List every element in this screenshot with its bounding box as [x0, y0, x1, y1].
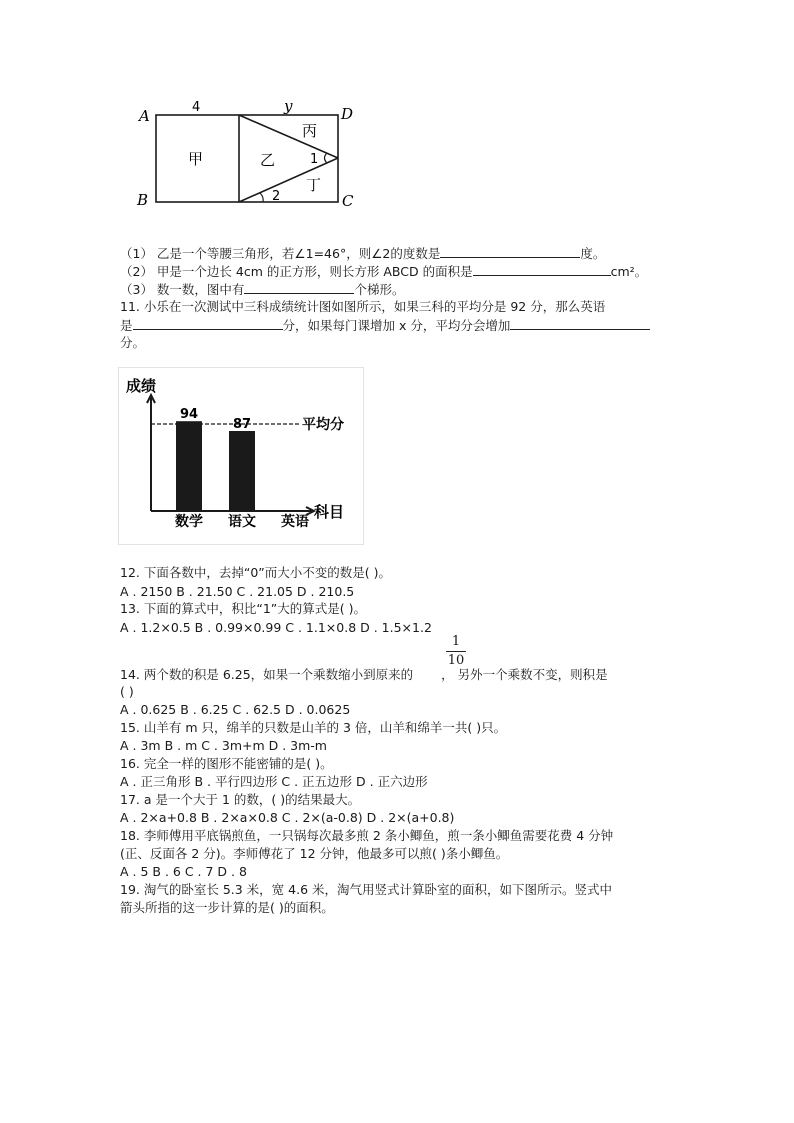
- q12-stem: 12. 下面各数中，去掉“0”而大小不变的数是( )。: [120, 565, 391, 580]
- answer-blank-english[interactable]: [133, 316, 283, 330]
- answer-blank-trapezoids[interactable]: [244, 280, 354, 294]
- label-yi: 乙: [260, 151, 276, 169]
- category-label-1: 语文: [228, 514, 256, 530]
- q14-line1: 14. 两个数的积是 6.25，如果一个乘数缩小到原来的 ， 另外一个乘数不变，则积是: [120, 667, 608, 682]
- bar-value-label-0: 94: [179, 407, 199, 423]
- label-bing: 丙: [302, 122, 318, 140]
- q10-part2: （2） 甲是一个边长 4cm 的正方形，则长方形 ABCD 的面积是 cm²。: [120, 264, 648, 279]
- q10-part3: （3） 数一数，图中有 个梯形。: [120, 282, 405, 297]
- q18-line2: (正、反面各 2 分)。李师傅花了 12 分钟，他最多可以煎( )条小鲫鱼。: [120, 846, 509, 861]
- bar-value-label-1: 87: [232, 417, 252, 432]
- triangle-lower-side: [239, 158, 338, 202]
- q17-stem: 17. a 是一个大于 1 的数，( )的结果最大。: [120, 792, 361, 807]
- q19-line1: 19. 淘气的卧室长 5.3 米，宽 4.6 米，淘气用竖式计算卧室的面积，如下图所示。竖式中: [120, 882, 613, 897]
- answer-blank-area[interactable]: [473, 262, 611, 276]
- q10-part1: （1） 乙是一个等腰三角形，若∠1=46°，则∠2的度数是 度。: [120, 246, 606, 261]
- category-label-0: 数学: [175, 514, 203, 530]
- fraction-one-tenth: 1 10: [447, 634, 465, 668]
- q18-options: A . 5 B . 6 C . 7 D . 8: [120, 864, 247, 879]
- triangle-upper-side: [239, 115, 338, 158]
- answer-blank-angle2[interactable]: [440, 244, 580, 258]
- angle-1-arc: [325, 153, 328, 163]
- q16-stem: 16. 完全一样的图形不能密铺的是( )。: [120, 756, 333, 771]
- label-jia: 甲: [188, 150, 204, 168]
- q18-line1: 18. 李师傅用平底锅煎鱼，一只锅每次最多煎 2 条小鲫鱼，煎一条小鲫鱼需要花费 4 分钟: [120, 828, 614, 843]
- q11-line3: 分。: [120, 335, 146, 350]
- q19-line2: 箭头所指的这一步计算的是( )的面积。: [120, 900, 334, 915]
- label-4: 4: [192, 100, 201, 115]
- fraction-bar: [446, 651, 466, 652]
- label-y: y: [284, 97, 293, 115]
- label-B: B: [137, 191, 149, 209]
- q14-line2: ( ): [120, 684, 134, 699]
- answer-blank-increase[interactable]: [510, 316, 650, 330]
- q11-line1: 11. 小乐在一次测试中三科成绩统计图如图所示，如果三科的平均分是 92 分，那么英语: [120, 299, 606, 314]
- average-label: 平均分: [302, 417, 344, 433]
- q14-options: A . 0.625 B . 6.25 C . 62.5 D . 0.0625: [120, 702, 351, 717]
- chart-xlabel: 科目: [314, 503, 345, 521]
- q11-line2: 是 分，如果每门课增加 x 分，平均分会增加: [120, 316, 650, 334]
- chart-ylabel: 成绩: [126, 377, 157, 395]
- bar-1: [229, 431, 255, 511]
- label-ding: 丁: [306, 176, 322, 194]
- label-A: A: [139, 107, 150, 125]
- score-bar-chart: [118, 367, 364, 545]
- q12-options: A . 2150 B . 21.50 C . 21.05 D . 210.5: [120, 584, 355, 599]
- bar-0: [176, 421, 202, 511]
- q15-options: A . 3m B . m C . 3m+m D . 3m-m: [120, 738, 327, 753]
- angle-2-arc: [260, 193, 263, 202]
- q13-options: A . 1.2×0.5 B . 0.99×0.99 C . 1.1×0.8 D . 1.5×1.2: [120, 620, 432, 635]
- rectangle-figure: [130, 93, 370, 215]
- label-angle2: 2: [272, 189, 281, 204]
- label-D: D: [341, 105, 354, 123]
- label-angle1: 1: [310, 152, 319, 167]
- q17-options: A . 2×a+0.8 B . 2×a×0.8 C . 2×(a-0.8) D . 2×(a+0.8): [120, 810, 455, 825]
- q15-stem: 15. 山羊有 m 只，绵羊的只数是山羊的 3 倍，山羊和绵羊一共( )只。: [120, 720, 507, 735]
- label-C: C: [342, 192, 354, 210]
- category-label-2: 英语: [281, 514, 309, 530]
- q13-stem: 13. 下面的算式中，积比“1”大的算式是( )。: [120, 601, 366, 616]
- q16-options: A . 正三角形 B . 平行四边形 C . 正五边形 D . 正六边形: [120, 774, 428, 789]
